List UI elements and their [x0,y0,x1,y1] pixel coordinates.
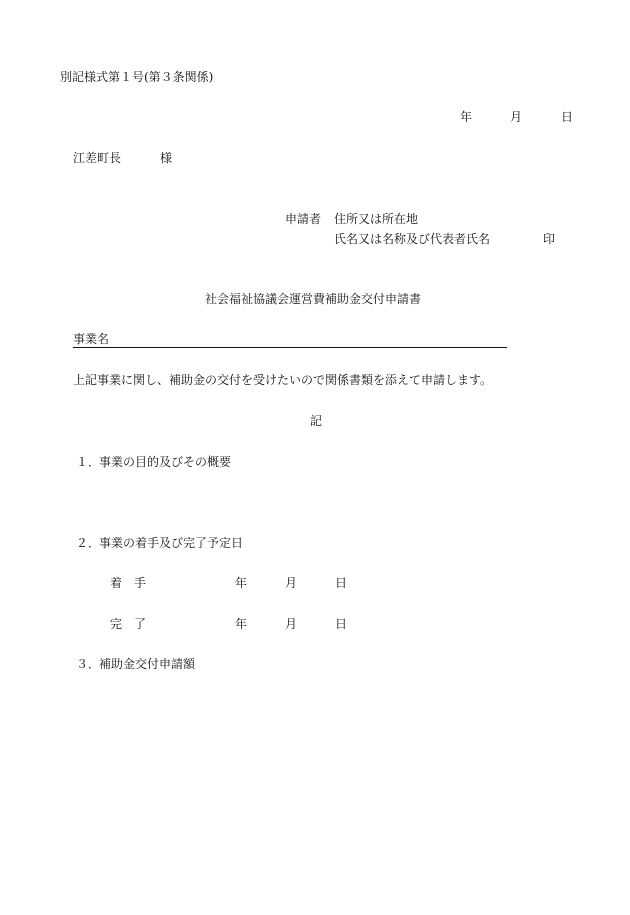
applicant-name-label: 氏名又は名称及び代表者氏名 [334,232,491,246]
start-date-day: 日 [335,576,348,590]
document-title: 社会福祉協議会運営費補助金交付申請書 [205,292,422,306]
form-number-label: 別記様式第１号(第３条関係) [60,70,214,84]
body-statement: 上記事業に関し、補助金の交付を受けたいので関係書類を添えて申請します。 [73,373,493,387]
project-name-label: 事業名 [73,332,110,346]
completion-date-year: 年 [235,617,248,631]
applicant-role-label: 申請者 [285,212,322,226]
start-date-month: 月 [285,576,298,590]
date-month-label: 月 [510,110,523,124]
date-year-label: 年 [460,110,473,124]
start-date-year: 年 [235,576,248,590]
item-1-number: １． [76,455,101,469]
completion-date-day: 日 [335,617,348,631]
addressee-name: 江差町長 [73,151,122,165]
completion-date-month: 月 [285,617,298,631]
item-1-label: 事業の目的及びその概要 [99,455,232,469]
item-3-label: 補助金交付申請額 [99,657,196,671]
completion-date-label: 完 了 [110,617,147,631]
ki-heading: 記 [310,414,323,428]
item-2-label: 事業の着手及び完了予定日 [99,536,244,550]
applicant-seal-mark: 印 [543,232,556,246]
date-day-label: 日 [561,110,574,124]
start-date-label: 着 手 [110,576,147,590]
addressee-honorific: 様 [160,151,173,165]
applicant-address-label: 住所又は所在地 [334,212,419,226]
project-name-field[interactable] [73,333,507,348]
item-3-number: ３． [76,657,101,671]
item-2-number: ２． [76,536,101,550]
